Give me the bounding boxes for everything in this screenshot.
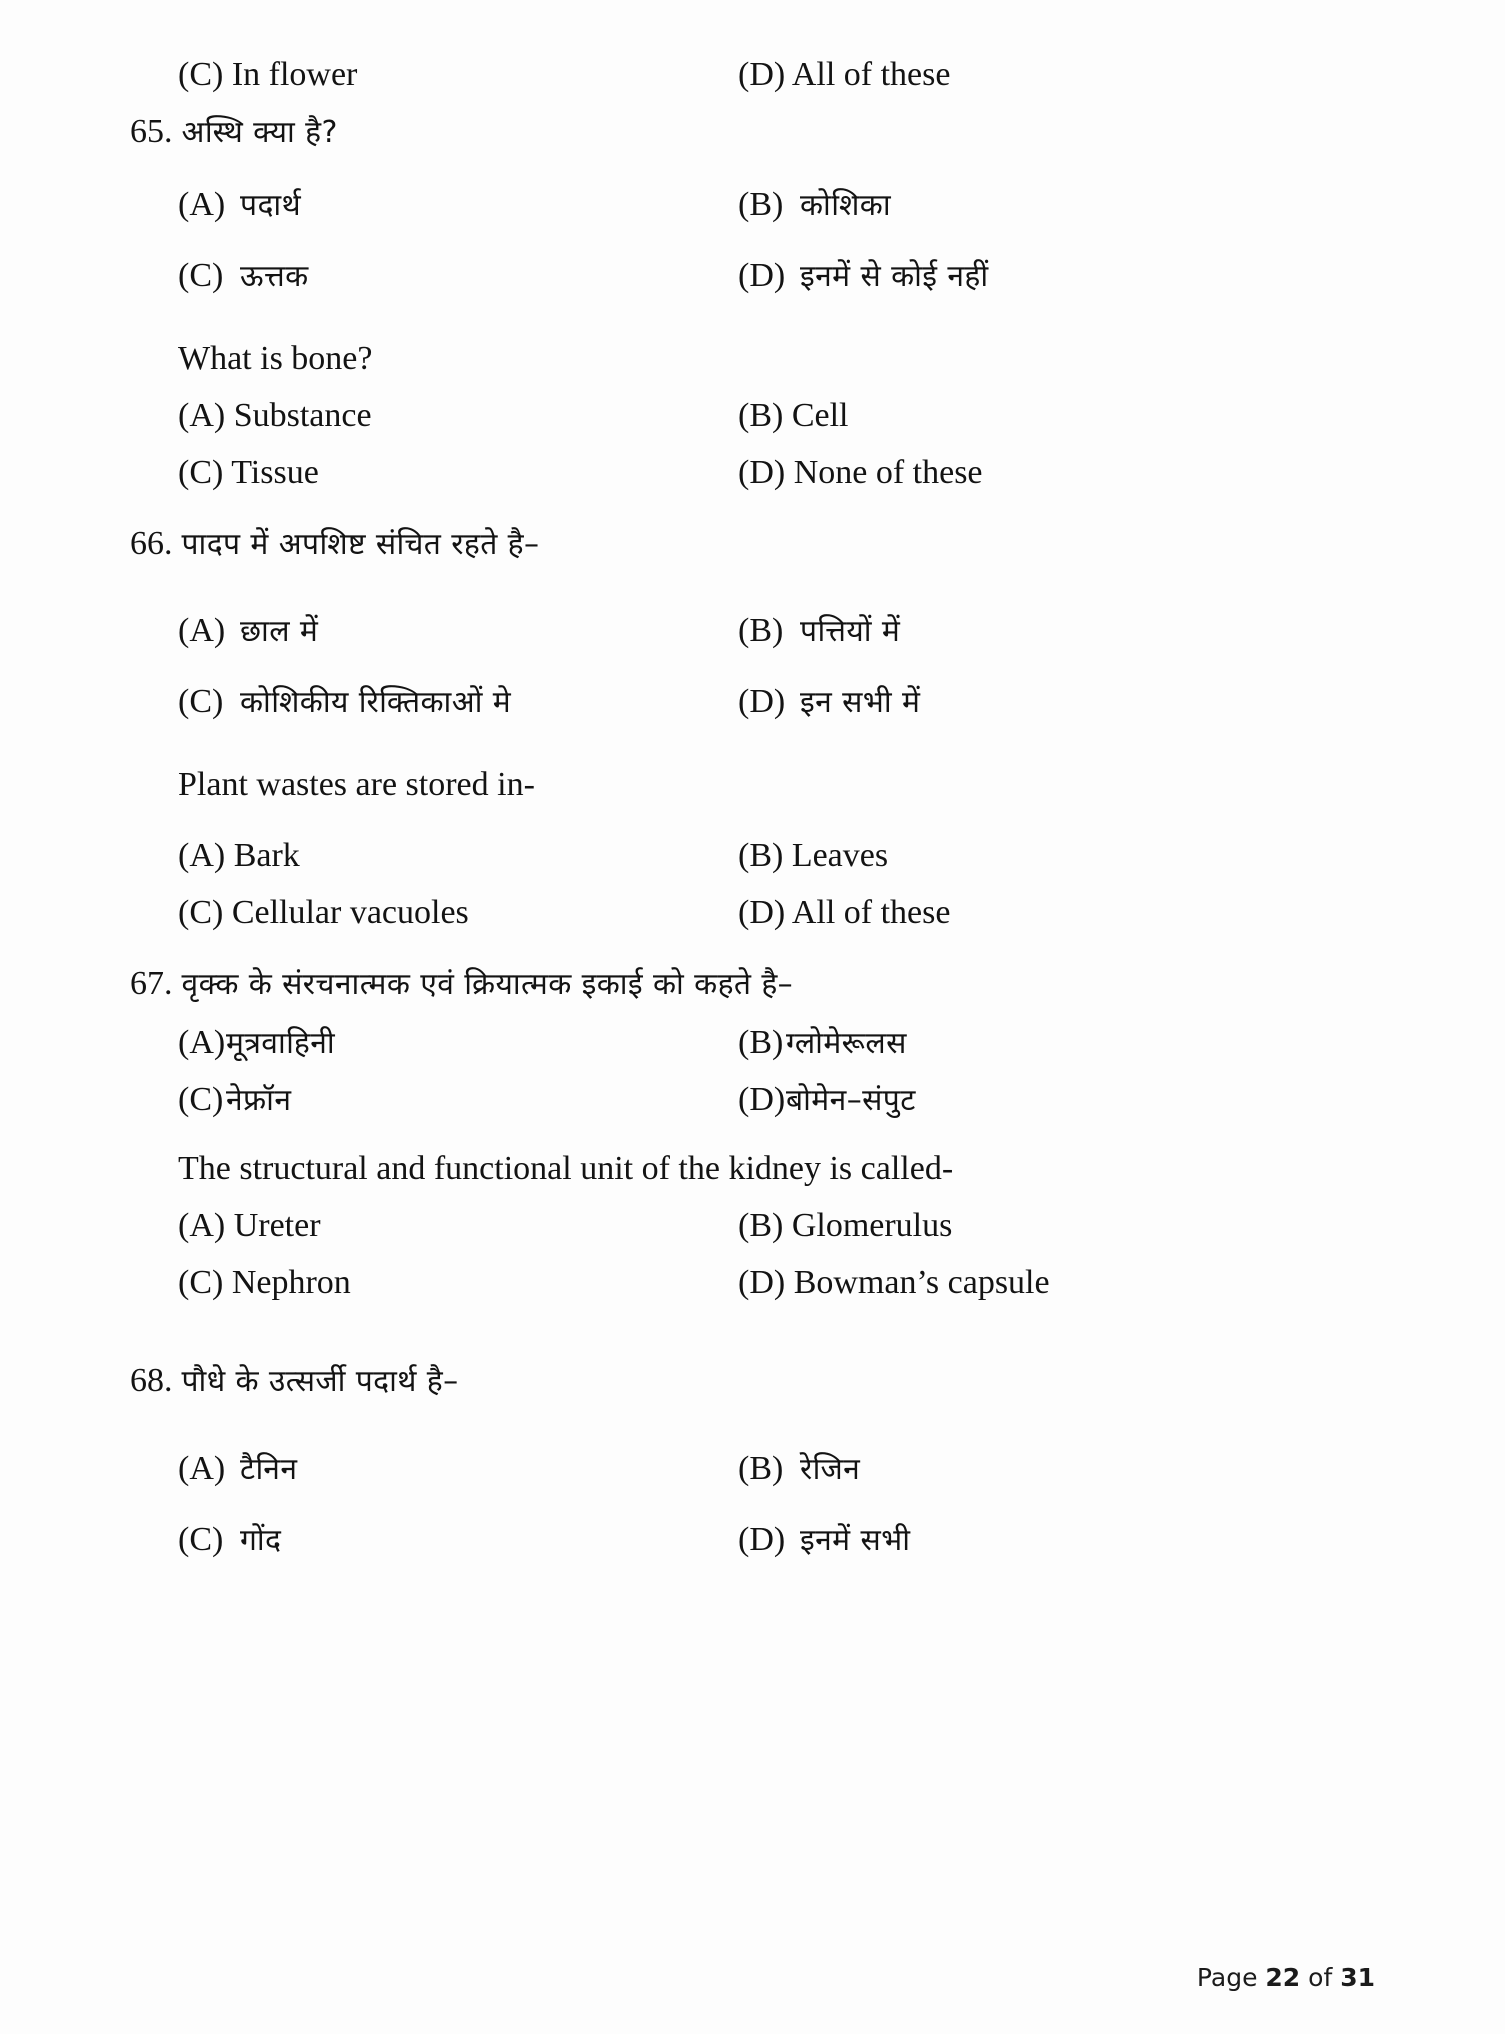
option-a-text: मूत्रवाहिनी xyxy=(226,1026,336,1062)
option-d-label: (D) xyxy=(738,1081,786,1119)
option-d-text: इनमें सभी xyxy=(800,1522,911,1558)
question-66-english-text: Plant wastes are stored in- xyxy=(178,766,535,804)
option-a-text: छाल में xyxy=(240,614,319,650)
option-c-text: कोशिकीय रिक्तिकाओं मे xyxy=(240,685,512,721)
question-65-en-option-b-cell xyxy=(738,396,1375,437)
question-67-english-options-row-1 xyxy=(130,1206,1375,1247)
option-d[interactable] xyxy=(738,254,1375,295)
question-67-en-option-c-cell xyxy=(130,1263,738,1304)
en-option-d[interactable]: (D) Bowman’s capsule xyxy=(738,1263,1050,1301)
option-c[interactable] xyxy=(178,1518,738,1559)
option-c[interactable] xyxy=(178,680,738,721)
option-a-text: टैनिन xyxy=(240,1451,298,1487)
question-block-66 xyxy=(130,524,1375,934)
option-c[interactable] xyxy=(178,254,738,295)
option-b-text: पत्तियों में xyxy=(800,614,901,650)
question-67-english-stem xyxy=(130,1149,1375,1190)
question-66-english-options-row-1 xyxy=(130,836,1375,877)
question-67-number: 67. xyxy=(130,964,173,1002)
option-a-label: (A) xyxy=(178,1449,226,1487)
footer-total-pages: 31 xyxy=(1340,1963,1375,1992)
question-block-67 xyxy=(130,964,1375,1304)
en-option-c[interactable]: (C) Cellular vacuoles xyxy=(178,893,469,931)
en-option-d[interactable]: (D) None of these xyxy=(738,453,983,491)
carryover-options-row xyxy=(130,55,1375,96)
question-67-english-text: The structural and functional unit of the kidney is called- xyxy=(178,1150,954,1188)
option-d-text: इन सभी में xyxy=(800,685,921,721)
question-66-en-option-c-cell xyxy=(130,893,738,934)
question-67-option-b-cell xyxy=(738,1021,1375,1062)
footer-middle: of xyxy=(1300,1963,1341,1992)
option-d-text: इनमें से कोई नहीं xyxy=(800,259,989,295)
question-65-option-a-cell xyxy=(130,183,738,224)
page-footer xyxy=(1197,1963,1375,1992)
option-b-label: (B) xyxy=(738,1449,784,1487)
question-66-number: 66. xyxy=(130,524,173,562)
question-67-en-option-b-cell xyxy=(738,1206,1375,1247)
option-c-text: गोंद xyxy=(240,1522,282,1558)
question-65-hindi-options-row-1 xyxy=(130,183,1375,224)
option-c[interactable] xyxy=(178,1078,738,1119)
question-65-en-option-c-cell xyxy=(130,453,738,494)
carryover-option-d: (D) All of these xyxy=(738,56,951,93)
question-66-option-b-cell xyxy=(738,609,1375,650)
en-option-a[interactable]: (A) Bark xyxy=(178,836,300,874)
option-b-label: (B) xyxy=(738,186,784,224)
question-66-en-option-d-cell xyxy=(738,893,1375,934)
option-c-label: (C) xyxy=(178,683,224,721)
question-65-hindi-options-row-2 xyxy=(130,254,1375,295)
question-66-english-options-row-2 xyxy=(130,893,1375,934)
question-66-hindi-options-row-2 xyxy=(130,680,1375,721)
option-d[interactable] xyxy=(738,1518,1375,1559)
option-b-text: रेजिन xyxy=(800,1451,861,1487)
question-65-option-b-cell xyxy=(738,183,1375,224)
question-65-option-d-cell xyxy=(738,254,1375,295)
option-c-label: (C) xyxy=(178,1081,224,1119)
en-option-b[interactable]: (B) Cell xyxy=(738,397,849,435)
question-65-en-option-a-cell xyxy=(130,396,738,437)
option-a-text: पदार्थ xyxy=(240,188,302,224)
question-68-hindi-text: पौधे के उत्सर्जी पदार्थ है– xyxy=(181,1364,459,1400)
question-68-hindi-options-row-2 xyxy=(130,1518,1375,1559)
carryover-option-c: (C) In flower xyxy=(178,56,358,93)
question-68-option-d-cell xyxy=(738,1518,1375,1559)
question-68-number: 68. xyxy=(130,1362,173,1400)
question-66-option-d-cell xyxy=(738,680,1375,721)
question-66-hindi-options-row-1 xyxy=(130,609,1375,650)
option-c-text: ऊत्तक xyxy=(240,259,309,295)
option-d-label: (D) xyxy=(738,683,786,721)
en-option-d[interactable]: (D) All of these xyxy=(738,893,951,931)
option-b-label: (B) xyxy=(738,612,784,650)
en-option-b[interactable]: (B) Glomerulus xyxy=(738,1206,953,1244)
option-a[interactable] xyxy=(178,183,738,224)
option-d-label: (D) xyxy=(738,1520,786,1558)
option-b[interactable] xyxy=(738,609,1375,650)
question-66-en-option-b-cell xyxy=(738,836,1375,877)
question-67-option-c-cell xyxy=(130,1078,738,1119)
question-66-english-stem xyxy=(130,765,1375,806)
option-a[interactable] xyxy=(178,1021,738,1062)
question-66-en-option-a-cell xyxy=(130,836,738,877)
question-68-option-c-cell xyxy=(130,1518,738,1559)
option-a-label: (A) xyxy=(178,1024,226,1062)
en-option-b[interactable]: (B) Leaves xyxy=(738,836,889,874)
option-c-text: नेफ्रॉन xyxy=(226,1083,292,1119)
en-option-c[interactable]: (C) Nephron xyxy=(178,1263,351,1301)
question-66-option-a-cell xyxy=(130,609,738,650)
question-66-stem xyxy=(130,524,1375,566)
en-option-a[interactable]: (A) Substance xyxy=(178,397,372,435)
option-b-label: (B) xyxy=(738,1024,784,1062)
question-68-stem xyxy=(130,1361,1375,1403)
option-b[interactable] xyxy=(738,183,1375,224)
option-b-text: ग्लोमेरूलस xyxy=(786,1026,907,1062)
question-67-en-option-a-cell xyxy=(130,1206,738,1247)
carryover-option-c-cell xyxy=(130,55,738,96)
question-67-hindi-options-row-2 xyxy=(130,1078,1375,1119)
question-65-hindi-text: अस्थि क्या है? xyxy=(181,114,338,150)
en-option-c[interactable]: (C) Tissue xyxy=(178,453,319,491)
question-65-english-text: What is bone? xyxy=(178,340,373,378)
question-65-en-option-d-cell xyxy=(738,453,1375,494)
option-c-label: (C) xyxy=(178,1520,224,1558)
option-c-label: (C) xyxy=(178,257,224,295)
option-a-label: (A) xyxy=(178,186,226,224)
question-65-english-options-row-2 xyxy=(130,453,1375,494)
question-67-en-option-d-cell xyxy=(738,1263,1375,1304)
option-d[interactable] xyxy=(738,1078,1375,1119)
question-66-hindi-text: पादप में अपशिष्ट संचित रहते है– xyxy=(181,526,540,562)
question-68-option-a-cell xyxy=(130,1447,738,1488)
footer-current-page: 22 xyxy=(1265,1963,1301,1992)
option-a[interactable] xyxy=(178,609,738,650)
question-block-65 xyxy=(130,112,1375,494)
question-65-english-stem xyxy=(130,339,1375,380)
option-d-label: (D) xyxy=(738,257,786,295)
option-a[interactable] xyxy=(178,1447,738,1488)
question-67-hindi-options-row-1 xyxy=(130,1021,1375,1062)
question-65-option-c-cell xyxy=(130,254,738,295)
question-67-option-a-cell xyxy=(130,1021,738,1062)
question-65-stem xyxy=(130,112,1375,154)
option-d-text: बोमेन–संपुट xyxy=(786,1083,916,1119)
question-block-68 xyxy=(130,1361,1375,1559)
question-67-stem xyxy=(130,964,1375,1006)
en-option-a[interactable]: (A) Ureter xyxy=(178,1206,321,1244)
option-b[interactable] xyxy=(738,1021,1375,1062)
question-68-hindi-options-row-1 xyxy=(130,1447,1375,1488)
question-65-english-options-row-1 xyxy=(130,396,1375,437)
question-67-english-options-row-2 xyxy=(130,1263,1375,1304)
question-68-option-b-cell xyxy=(738,1447,1375,1488)
carryover-option-d-cell xyxy=(738,55,1375,96)
option-a-label: (A) xyxy=(178,612,226,650)
footer-prefix: Page xyxy=(1196,1963,1266,1992)
question-67-option-d-cell xyxy=(738,1078,1375,1119)
option-b[interactable] xyxy=(738,1447,1375,1488)
question-66-option-c-cell xyxy=(130,680,738,721)
question-67-hindi-text: वृक्क के संरचनात्मक एवं क्रियात्मक इकाई को कहते है– xyxy=(181,966,794,1002)
question-65-number: 65. xyxy=(130,112,173,150)
option-b-text: कोशिका xyxy=(800,188,891,224)
option-d[interactable] xyxy=(738,680,1375,721)
